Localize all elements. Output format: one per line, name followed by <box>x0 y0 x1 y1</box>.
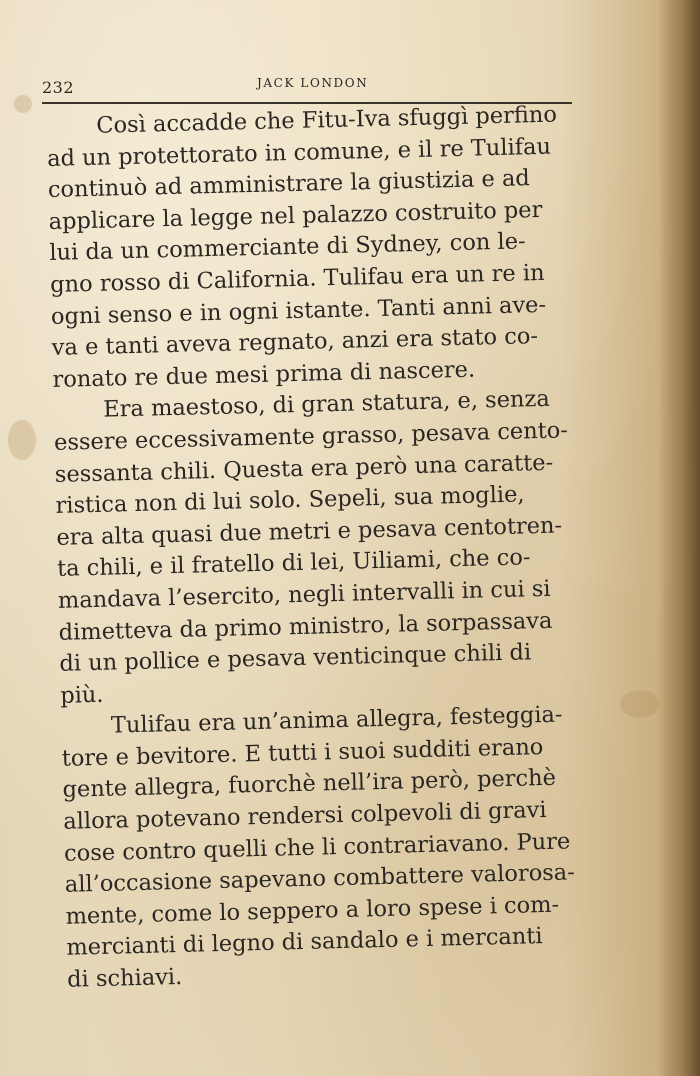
text-line: applicare la legge nel palazzo costruito per <box>48 196 543 235</box>
text-line: Era maestoso, di gran statura, e, senza <box>102 386 551 424</box>
foxing-spot <box>620 690 660 718</box>
text-line: mandava l’esercito, negli intervalli in cui si <box>57 575 551 614</box>
text-line: sessanta chili. Questa era però una caratte- <box>54 449 554 488</box>
foxing-spot <box>14 95 32 113</box>
text-line: di un pollice e pesava venticinque chili di <box>59 639 532 677</box>
text-line: mente, come lo seppero a loro spese i com- <box>65 891 560 930</box>
text-line: cose contro quelli che li contrariavano. Pure <box>63 828 571 867</box>
body-text <box>46 99 607 997</box>
text-line: più. <box>59 681 104 709</box>
text-line: lui da un commerciante di Sydney, con le- <box>49 228 526 267</box>
text-line: ristica non di lui solo. Sepeli, sua moglie, <box>55 481 525 520</box>
text-line: Tulifau era un’anima allegra, festeggia- <box>110 701 563 739</box>
page-edge-shadow <box>658 0 700 1076</box>
text-line: ronato re due mesi prima di nascere. <box>52 356 476 393</box>
text-line: all’occasione sapevano combattere valorosa- <box>64 859 576 899</box>
page-number: 232 <box>42 78 75 97</box>
text-line: ogni senso e in ogni istante. Tanti anni ave- <box>50 291 547 330</box>
text-line: ad un protettorato in comune, e il re Tulifau <box>46 133 552 172</box>
text-line: tore e bevitore. E tutti i suoi sudditi erano <box>61 733 544 772</box>
foxing-spot <box>8 420 36 460</box>
text-line: essere eccessivamente grasso, pesava cento- <box>53 417 569 456</box>
text-line: allora potevano rendersi colpevoli di gravi <box>63 797 547 835</box>
text-line: va e tanti aveva regnato, anzi era stato co- <box>51 323 539 362</box>
text-line: continuò ad amministrare la giustizia e ad <box>47 165 531 204</box>
text-line: era alta quasi due metri e pesava centotren- <box>56 512 563 551</box>
text-line: dimetteva da primo ministro, la sorpassava <box>58 607 553 646</box>
text-line: gente allegra, fuorchè nell’ira però, perchè <box>62 765 557 804</box>
text-line: di schiavi. <box>66 963 183 993</box>
text-line: mercianti di legno di sandalo e i mercanti <box>66 923 543 962</box>
page-header <box>42 72 572 104</box>
text-line: Così accadde che Fitu-Iva sfuggì perfino <box>96 101 558 139</box>
text-line: ta chili, e il fratello di lei, Uiliami, che co- <box>56 544 531 583</box>
text-line: gno rosso di California. Tulifau era un re in <box>49 259 545 298</box>
running-head: JACK LONDON <box>257 76 369 90</box>
